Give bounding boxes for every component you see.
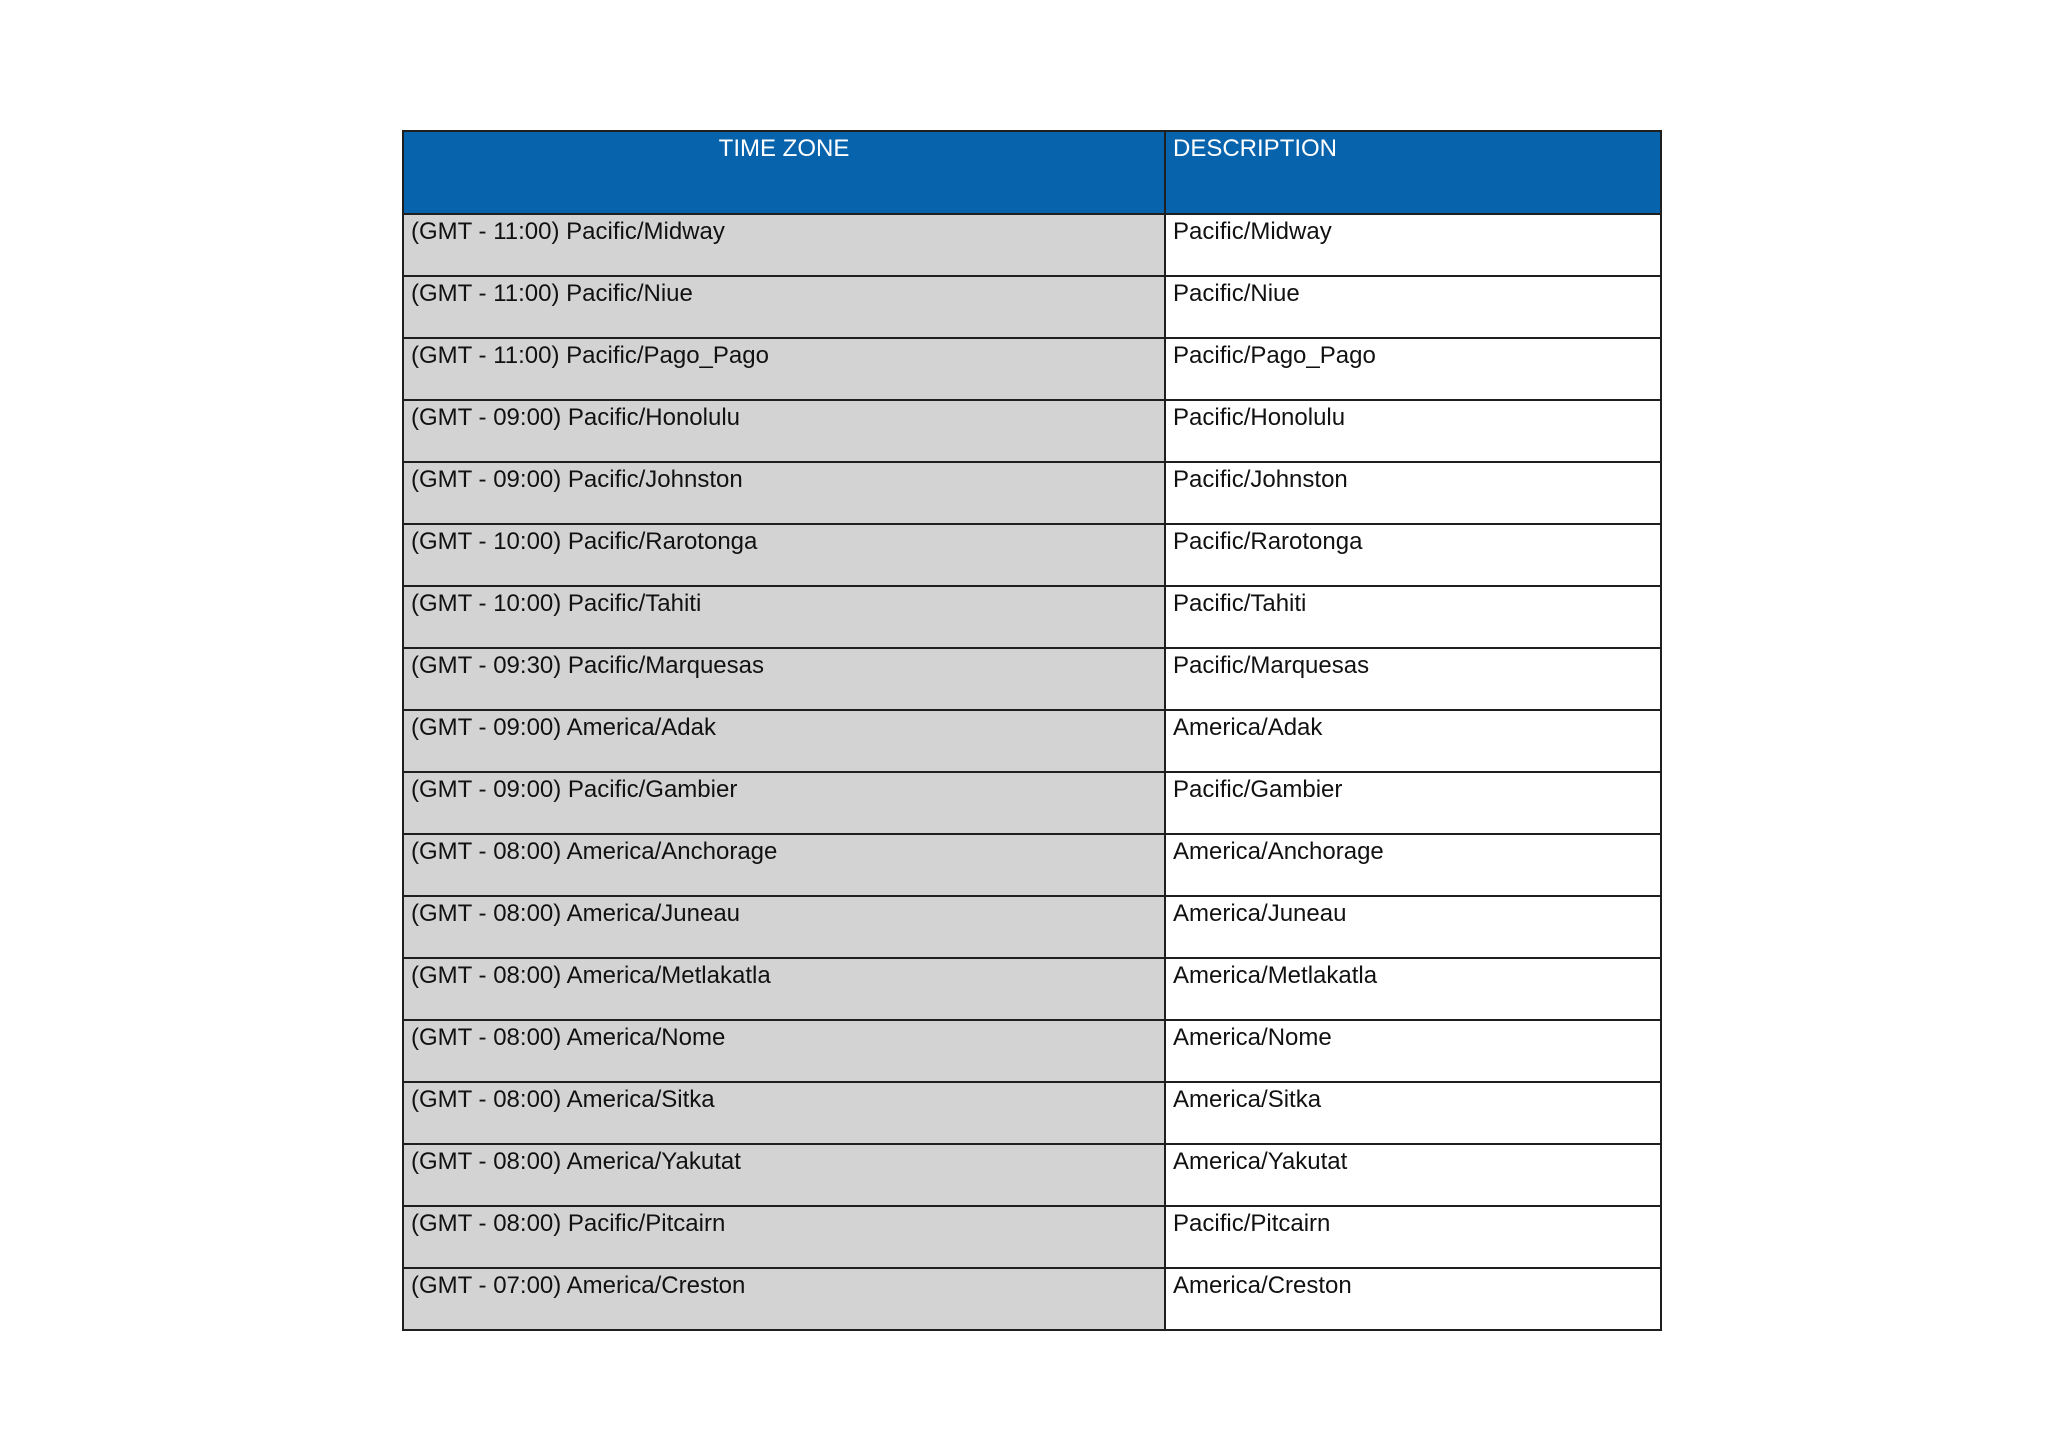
time-zone-cell: (GMT - 10:00) Pacific/Tahiti [403,586,1165,648]
time-zone-cell: (GMT - 09:00) Pacific/Gambier [403,772,1165,834]
time-zone-cell: (GMT - 11:00) Pacific/Niue [403,276,1165,338]
description-cell: Pacific/Johnston [1165,462,1661,524]
description-cell: Pacific/Pitcairn [1165,1206,1661,1268]
time-zone-cell: (GMT - 08:00) Pacific/Pitcairn [403,1206,1165,1268]
time-zone-cell: (GMT - 11:00) Pacific/Pago_Pago [403,338,1165,400]
description-cell: America/Nome [1165,1020,1661,1082]
description-cell: America/Creston [1165,1268,1661,1330]
description-cell: Pacific/Marquesas [1165,648,1661,710]
description-cell: Pacific/Tahiti [1165,586,1661,648]
table-row [403,214,1661,276]
table-row [403,1144,1661,1206]
table-row [403,958,1661,1020]
table-row [403,400,1661,462]
description-cell: Pacific/Honolulu [1165,400,1661,462]
table-row [403,896,1661,958]
table-row [403,834,1661,896]
header-row [403,131,1661,214]
time-zone-cell: (GMT - 08:00) America/Sitka [403,1082,1165,1144]
description-cell: Pacific/Niue [1165,276,1661,338]
table-row [403,276,1661,338]
table-header [403,131,1661,214]
time-zone-cell: (GMT - 08:00) America/Juneau [403,896,1165,958]
time-zone-cell: (GMT - 10:00) Pacific/Rarotonga [403,524,1165,586]
time-zone-cell: (GMT - 08:00) America/Yakutat [403,1144,1165,1206]
description-cell: America/Yakutat [1165,1144,1661,1206]
description-column-header: DESCRIPTION [1165,131,1661,214]
description-cell: Pacific/Gambier [1165,772,1661,834]
table-row [403,772,1661,834]
time-zone-cell: (GMT - 08:00) America/Nome [403,1020,1165,1082]
time-zone-cell: (GMT - 11:00) Pacific/Midway [403,214,1165,276]
description-cell: America/Metlakatla [1165,958,1661,1020]
table-row [403,1020,1661,1082]
table-body [403,214,1661,1330]
time-zone-cell: (GMT - 09:30) Pacific/Marquesas [403,648,1165,710]
table-row [403,648,1661,710]
description-cell: America/Adak [1165,710,1661,772]
table-row [403,1206,1661,1268]
time-zone-cell: (GMT - 09:00) Pacific/Johnston [403,462,1165,524]
table-row [403,586,1661,648]
description-cell: Pacific/Midway [1165,214,1661,276]
table-row [403,1082,1661,1144]
time-zone-column-header: TIME ZONE [403,131,1165,214]
description-cell: America/Anchorage [1165,834,1661,896]
time-zone-cell: (GMT - 08:00) America/Anchorage [403,834,1165,896]
table-row [403,462,1661,524]
table-row [403,524,1661,586]
time-zone-cell: (GMT - 08:00) America/Metlakatla [403,958,1165,1020]
description-cell: Pacific/Rarotonga [1165,524,1661,586]
table-row [403,1268,1661,1330]
description-cell: America/Sitka [1165,1082,1661,1144]
time-zone-cell: (GMT - 09:00) Pacific/Honolulu [403,400,1165,462]
description-cell: America/Juneau [1165,896,1661,958]
time-zone-table [402,130,1662,1331]
table-row [403,338,1661,400]
table-row [403,710,1661,772]
description-cell: Pacific/Pago_Pago [1165,338,1661,400]
time-zone-cell: (GMT - 09:00) America/Adak [403,710,1165,772]
time-zone-cell: (GMT - 07:00) America/Creston [403,1268,1165,1330]
